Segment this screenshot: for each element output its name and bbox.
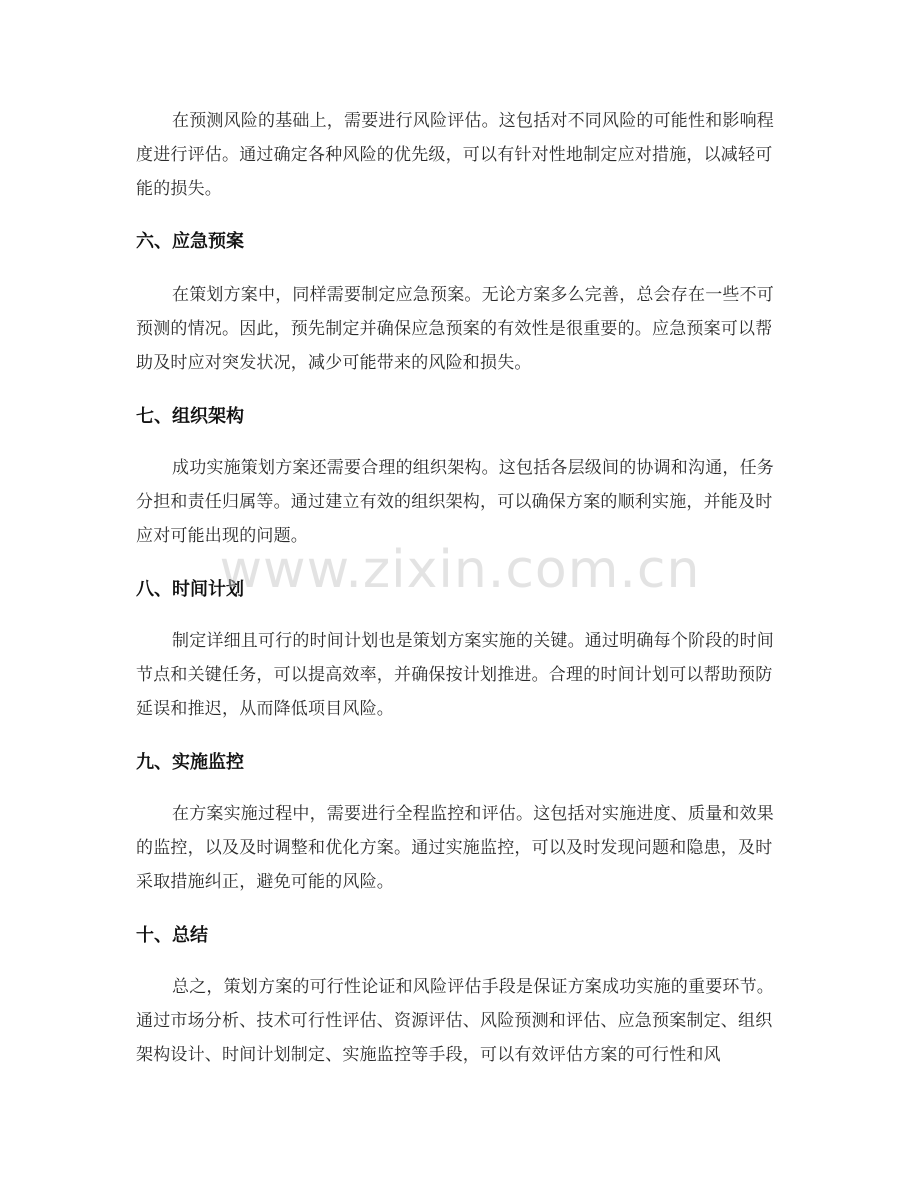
heading-summary: 十、总结	[136, 925, 208, 946]
heading-emergency-plan: 六、应急预案	[136, 231, 244, 252]
watermark: www.zixin.com.cn	[219, 540, 701, 600]
paragraph-organization: 成功实施策划方案还需要合理的组织架构。这包括各层级间的协调和沟通，任务分担和责任归属等。通过建立有效的组织架构，可以确保方案的顺利实施，并能及时应对可能出现的问题。	[136, 458, 774, 546]
heading-monitoring: 九、实施监控	[136, 752, 244, 773]
heading-organization: 七、组织架构	[136, 406, 244, 427]
heading-time-plan: 八、时间计划	[136, 579, 244, 600]
paragraph-time-plan: 制定详细且可行的时间计划也是策划方案实施的关键。通过明确每个阶段的时间节点和关键任务，可以提高效率，并确保按计划推进。合理的时间计划可以帮助预防延误和推迟，从而降低项目风险。	[136, 631, 774, 719]
paragraph-risk-assessment: 在预测风险的基础上，需要进行风险评估。这包括对不同风险的可能性和影响程度进行评估。通过确定各种风险的优先级，可以有针对性地制定应对措施，以减轻可能的损失。	[136, 111, 774, 199]
paragraph-emergency-plan: 在策划方案中，同样需要制定应急预案。无论方案多么完善，总会存在一些不可预测的情况。因此，预先制定并确保应急预案的有效性是很重要的。应急预案可以帮助及时应对突发状况，减少可能带来的风险和损失。	[136, 285, 774, 373]
paragraph-summary: 总之，策划方案的可行性论证和风险评估手段是保证方案成功实施的重要环节。通过市场分析、技术可行性评估、资源评估、风险预测和评估、应急预案制定、组织架构设计、时间计划制定、实施监控等手段，可以有效评估方案的可行性和风	[136, 977, 774, 1065]
paragraph-monitoring: 在方案实施过程中，需要进行全程监控和评估。这包括对实施进度、质量和效果的监控，以及及时调整和优化方案。通过实施监控，可以及时发现问题和隐患，及时采取措施纠正，避免可能的风险。	[136, 804, 774, 892]
